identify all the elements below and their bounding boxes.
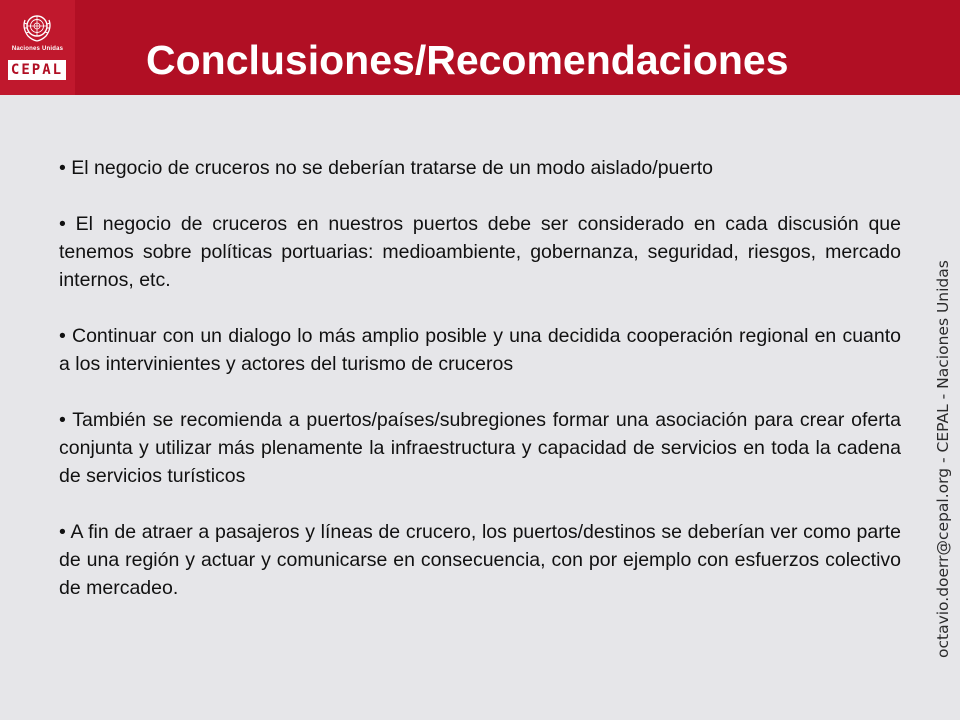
side-footer-text: octavio.doerr@cepal.org - CEPAL - Naciones Unidas bbox=[934, 260, 952, 658]
bullet-item: • Continuar con un dialogo lo más amplio posible y una decidida cooperación regional en cuanto a los intervinientes y actores del turismo de cruceros bbox=[59, 325, 901, 375]
un-emblem-icon bbox=[20, 10, 54, 44]
bullet-item: • El negocio de cruceros en nuestros puertos debe ser considerado en cada discusión que tenemos sobre políticas portuarias: medioambiente, gobernanza, seguridad, riesgos, mercado internos, etc. bbox=[59, 213, 901, 291]
header-bar bbox=[0, 0, 960, 95]
page-title: Conclusiones/Recomendaciones bbox=[146, 37, 789, 83]
bullet-list bbox=[59, 154, 901, 630]
un-label: Naciones Unidas bbox=[11, 46, 64, 52]
bullet-item: • También se recomienda a puertos/países/subregiones formar una asociación para crear oferta conjunta y utilizar más plenamente la infraestructura y capacidad de servicios en toda la cadena de servicios turísticos bbox=[59, 409, 901, 487]
logo-box bbox=[0, 0, 75, 95]
cepal-logo: CEPAL bbox=[8, 60, 66, 80]
bullet-item: • El negocio de cruceros no se deberían tratarse de un modo aislado/puerto bbox=[59, 157, 713, 179]
bullet-item: • A fin de atraer a pasajeros y líneas de crucero, los puertos/destinos se deberían ver como parte de una región y actuar y comunicarse en consecuencia, con por ejemplo con esfuerzos colectivo de mercadeo. bbox=[59, 521, 901, 599]
